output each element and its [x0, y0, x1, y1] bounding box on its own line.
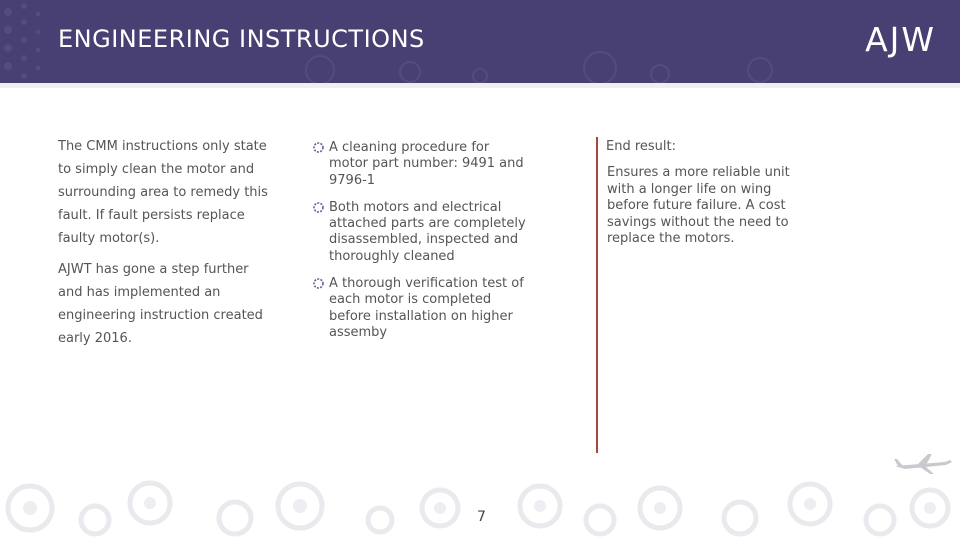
list-item: [312, 276, 532, 341]
end-result-heading: End result:: [606, 139, 676, 154]
ajwt-paragraph: AJWT has gone a step further and has implemented an engineering instruction created early 2016.: [58, 262, 263, 346]
header-bar: [0, 0, 960, 83]
gear-bullet-icon: [312, 140, 326, 156]
page-number: 7: [477, 509, 486, 525]
vertical-divider: [596, 137, 598, 453]
bullet-text: A thorough verification test of each motor is completed before installation on higher assemby: [329, 276, 524, 340]
end-result-text: Ensures a more reliable unit with a longer life on wing before future failure. A cost savings without the need to replace the motors.: [607, 165, 790, 246]
page-title: ENGINEERING INSTRUCTIONS: [58, 25, 425, 53]
airplane-icon: [894, 454, 952, 474]
list-item: [312, 200, 532, 265]
ajw-logo: AJW: [865, 20, 936, 59]
right-column: [607, 139, 807, 248]
bullet-text: Both motors and electrical attached parts are completely disassembled, inspected and thoroughly cleaned: [329, 199, 526, 264]
footer-gear-decoration: [0, 448, 960, 540]
middle-column: [312, 140, 532, 352]
left-column: [58, 135, 268, 358]
bullet-text: A cleaning procedure for motor part number: 9491 and 9796-1: [329, 140, 524, 188]
header-divider: [0, 83, 960, 88]
gear-bullet-icon: [312, 276, 326, 292]
gear-bullet-icon: [312, 200, 326, 216]
list-item: [312, 140, 532, 189]
cmm-paragraph: The CMM instructions only state to simply clean the motor and surrounding area to remedy this fault. If fault persists replace faulty motor(s).: [58, 139, 268, 246]
